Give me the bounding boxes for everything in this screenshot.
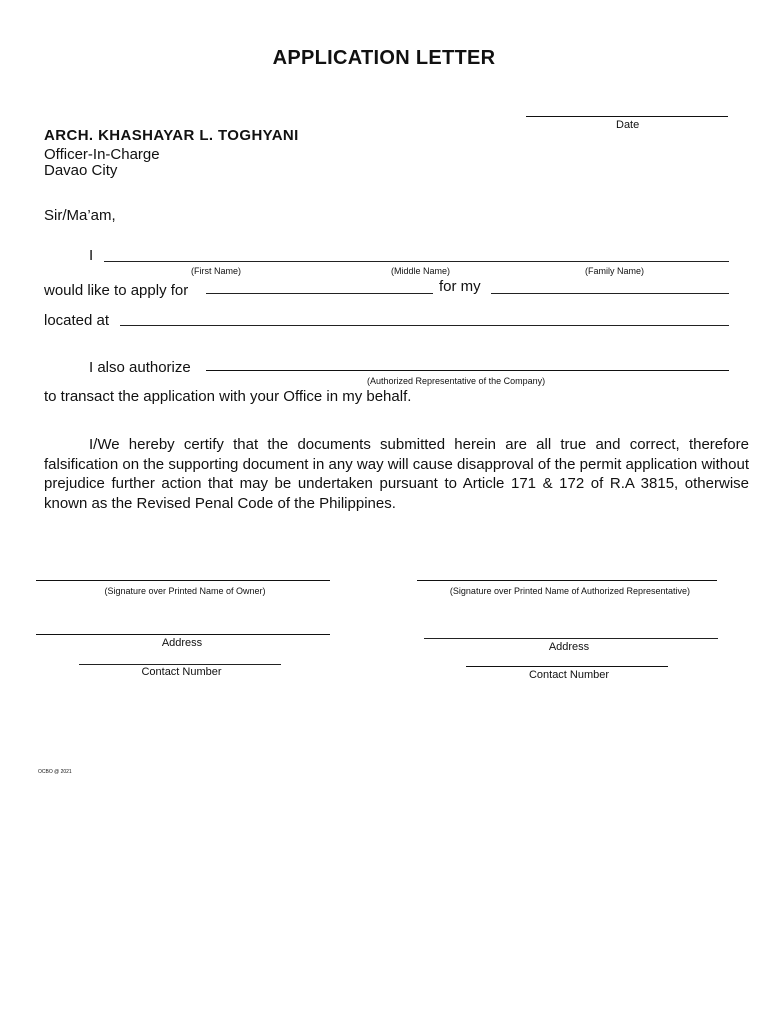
representative-address-line[interactable] (424, 638, 718, 639)
certification-text: I/We hereby certify that the documents submitted herein are all true and correct, therefore falsification on the supporting document in any way will cause disapproval of the permit application without prejudice further action that may be undertaken pursuant to Article 171 & 172 of R.A 3815, otherwise known as the Revised Penal Code of the Philippines. (44, 436, 749, 512)
authorized-representative-field-line[interactable] (206, 370, 729, 371)
first-name-caption: (First Name) (191, 266, 241, 276)
apply-for-field-line[interactable] (206, 293, 433, 294)
location-field-line[interactable] (120, 325, 729, 326)
addressee-city: Davao City (44, 162, 118, 179)
owner-address-line[interactable] (36, 634, 330, 635)
representative-contact-line[interactable] (466, 666, 668, 667)
date-field-line[interactable] (526, 116, 728, 117)
apply-for-label: would like to apply for (44, 282, 189, 299)
page-title: APPLICATION LETTER (272, 47, 496, 69)
owner-contact-label: Contact Number (141, 666, 222, 678)
applicant-name-field-line[interactable] (104, 261, 729, 262)
for-my-field-line[interactable] (491, 293, 729, 294)
owner-signature-line[interactable] (36, 580, 330, 581)
addressee-name: ARCH. KHASHAYAR L. TOGHYANI (44, 127, 299, 144)
located-at-label: located at (44, 312, 110, 329)
authorized-representative-caption: (Authorized Representative of the Company) (367, 376, 546, 386)
representative-signature-line[interactable] (417, 580, 717, 581)
representative-contact-label: Contact Number (528, 669, 610, 681)
name-prefix-label: I (89, 247, 94, 264)
owner-address-label: Address (161, 637, 203, 649)
for-my-label: for my (439, 278, 481, 295)
date-label: Date (616, 119, 640, 131)
representative-signature-caption: (Signature over Printed Name of Authorized Representative) (449, 586, 691, 596)
addressee-title: Officer-In-Charge (44, 146, 160, 163)
certification-paragraph (44, 435, 749, 513)
footer-note: OCBO @ 2021 (38, 769, 72, 775)
family-name-caption: (Family Name) (585, 266, 645, 276)
owner-contact-line[interactable] (79, 664, 281, 665)
salutation: Sir/Ma’am, (44, 207, 116, 224)
transact-statement: to transact the application with your Office in my behalf. (44, 388, 412, 405)
owner-signature-caption: (Signature over Printed Name of Owner) (104, 586, 266, 596)
middle-name-caption: (Middle Name) (391, 266, 451, 276)
authorize-label: I also authorize (89, 359, 191, 376)
representative-address-label: Address (548, 641, 590, 653)
